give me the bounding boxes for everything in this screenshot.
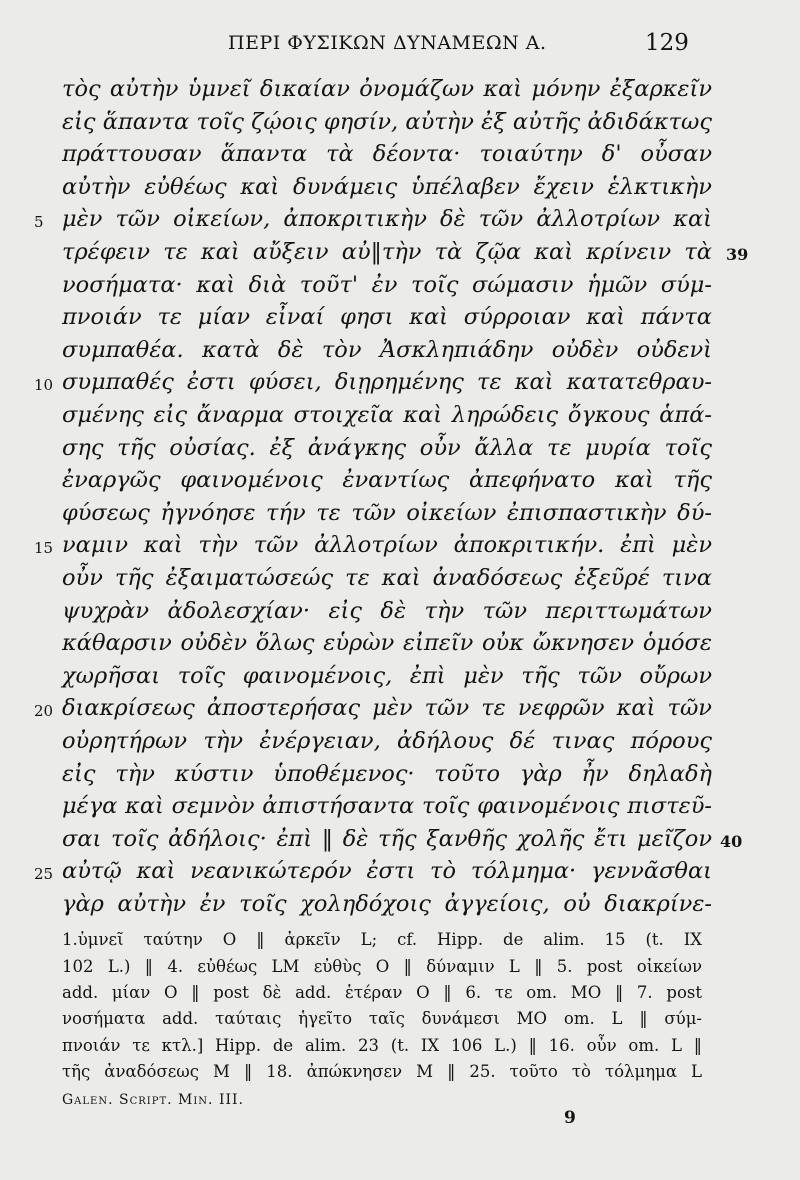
text-line: σης τῆς οὐσίας. ἐξ ἀνάγκης οὖν ἄλλα τε μυρία τοῖς (62, 434, 712, 461)
text-line: φύσεως ἠγνόησε τήν τε τῶν οἰκείων ἐπισπαστικὴν δύ- (62, 499, 712, 526)
line-number: 20 (34, 702, 54, 721)
line-number: 25 (34, 865, 54, 884)
sheet-number: 9 (564, 1108, 576, 1128)
text-line: ψυχρὰν ἀδολεσχίαν· εἰς δὲ τὴν τῶν περιττωμάτων (62, 597, 712, 624)
page-number: 129 (645, 30, 689, 56)
text-line: μέγα καὶ σεμνὸν ἀπιστήσαντα τοῖς φαινομένοις πιστεῦ- (62, 793, 712, 820)
line-number: 5 (34, 213, 44, 232)
margin-reference: 40 (720, 831, 743, 851)
printer-signature: Galen. Script. Min. III. (62, 1092, 244, 1108)
text-line: οὖν τῆς ἐξαιματώσεώς τε καὶ ἀναδόσεως ἐξεῦρέ τινα (62, 565, 712, 591)
text-line: οὐρητήρων τὴν ἐνέργειαν, ἀδήλους δέ τινας πόρους (62, 728, 712, 754)
text-line: χωρῆσαι τοῖς φαινομένοις, ἐπὶ μὲν τῆς τῶν οὔρων (62, 662, 712, 689)
text-line: κάθαρσιν οὐδὲν ὅλως εὑρὼν εἰπεῖν οὐκ ὤκνησεν ὁμόσε (62, 630, 712, 657)
text-line: σαι τοῖς ἀδήλοις· ἐπὶ ‖ δὲ τῆς ξανθῆς χολῆς ἔτι μεῖζον (62, 825, 712, 852)
text-line: γὰρ αὐτὴν ἐν τοῖς χοληδόχοις ἀγγείοις, οὐ διακρίνε- (62, 891, 712, 917)
text-line: αὐτῷ καὶ νεανικώτερόν ἐστι τὸ τόλμημα· γεννᾶσθαι (62, 858, 712, 885)
apparatus-line: τῆς ἀναδόσεως M ‖ 18. ἀπώκνησεν M ‖ 25. τοῦτο τὸ τόλμημα L (62, 1062, 702, 1081)
text-line: πνοιάν τε μίαν εἶναί φησι καὶ σύρροιαν καὶ πάντα (62, 304, 712, 331)
text-line: σμένης εἰς ἄναρμα στοιχεῖα καὶ ληρώδεις ὄγκους ἁπά- (62, 402, 712, 428)
text-line: ἐναργῶς φαινομένοις ἐναντίως ἀπεφήνατο καὶ τῆς (62, 467, 712, 494)
text-line: εἰς τὴν κύστιν ὑποθέμενος· τοῦτο γὰρ ἦν δηλαδὴ (62, 760, 712, 787)
text-line: συμπαθέα. κατὰ δὲ τὸν Ἀσκληπιάδην οὐδὲν οὐδενὶ (62, 336, 712, 363)
apparatus-line: add. μίαν O ‖ post δὲ add. ἑτέραν O ‖ 6. τε om. MO ‖ 7. post (62, 983, 702, 1002)
text-line: νοσήματα· καὶ διὰ τοῦτ' ἐν τοῖς σώμασιν ἡμῶν σύμ- (62, 271, 712, 298)
apparatus-line: 1.ὑμνεῖ ταύτην O ‖ ἀρκεῖν L; cf. Hipp. de alim. 15 (t. IX (62, 930, 702, 949)
text-line: διακρίσεως ἀποστερήσας μὲν τῶν τε νεφρῶν καὶ τῶν (62, 695, 712, 722)
apparatus-line: 102 L.) ‖ 4. εὐθέως LM εὐθὺς O ‖ δύναμιν L ‖ 5. post οἰκείων (62, 957, 702, 976)
text-line: μὲν τῶν οἰκείων, ἀποκριτικὴν δὲ τῶν ἀλλοτρίων καὶ (62, 206, 712, 233)
text-line: πράττουσαν ἅπαντα τὰ δέοντα· τοιαύτην δ' οὖσαν (62, 141, 712, 168)
text-line: τρέφειν τε καὶ αὔξειν αὐ‖τὴν τὰ ζῷα καὶ κρίνειν τὰ (62, 239, 712, 265)
apparatus-line: πνοιάν τε κτλ.] Hipp. de alim. 23 (t. IX 106 L.) ‖ 16. οὖν om. L ‖ (62, 1036, 702, 1055)
running-title: ΠΕΡΙ ΦΥΣΙΚΩΝ ΔΥΝΑΜΕΩΝ Α. (228, 32, 547, 54)
text-line: συμπαθές ἐστι φύσει, διῃρημένης τε καὶ κατατεθραυ- (62, 369, 712, 396)
line-number: 15 (34, 539, 54, 558)
margin-reference: 39 (726, 245, 749, 264)
running-header (0, 30, 800, 64)
text-line: αὐτὴν εὐθέως καὶ δυνάμεις ὑπέλαβεν ἔχειν ἑλκτικὴν (62, 173, 712, 200)
text-line: τὸς αὐτὴν ὑμνεῖ δικαίαν ὀνομάζων καὶ μόνην ἐξαρκεῖν (62, 76, 712, 102)
text-line: ναμιν καὶ τὴν τῶν ἀλλοτρίων ἀποκριτικήν. ἐπὶ μὲν (62, 532, 712, 559)
apparatus-line: νοσήματα add. ταύταις ἡγεῖτο ταῖς δυνάμεσι MO om. L ‖ σύμ- (62, 1009, 702, 1028)
text-line: εἰς ἅπαντα τοῖς ζῴοις φησίν, αὐτὴν ἐξ αὐτῆς ἀδιδάκτως (62, 108, 712, 135)
line-number: 10 (34, 376, 54, 395)
